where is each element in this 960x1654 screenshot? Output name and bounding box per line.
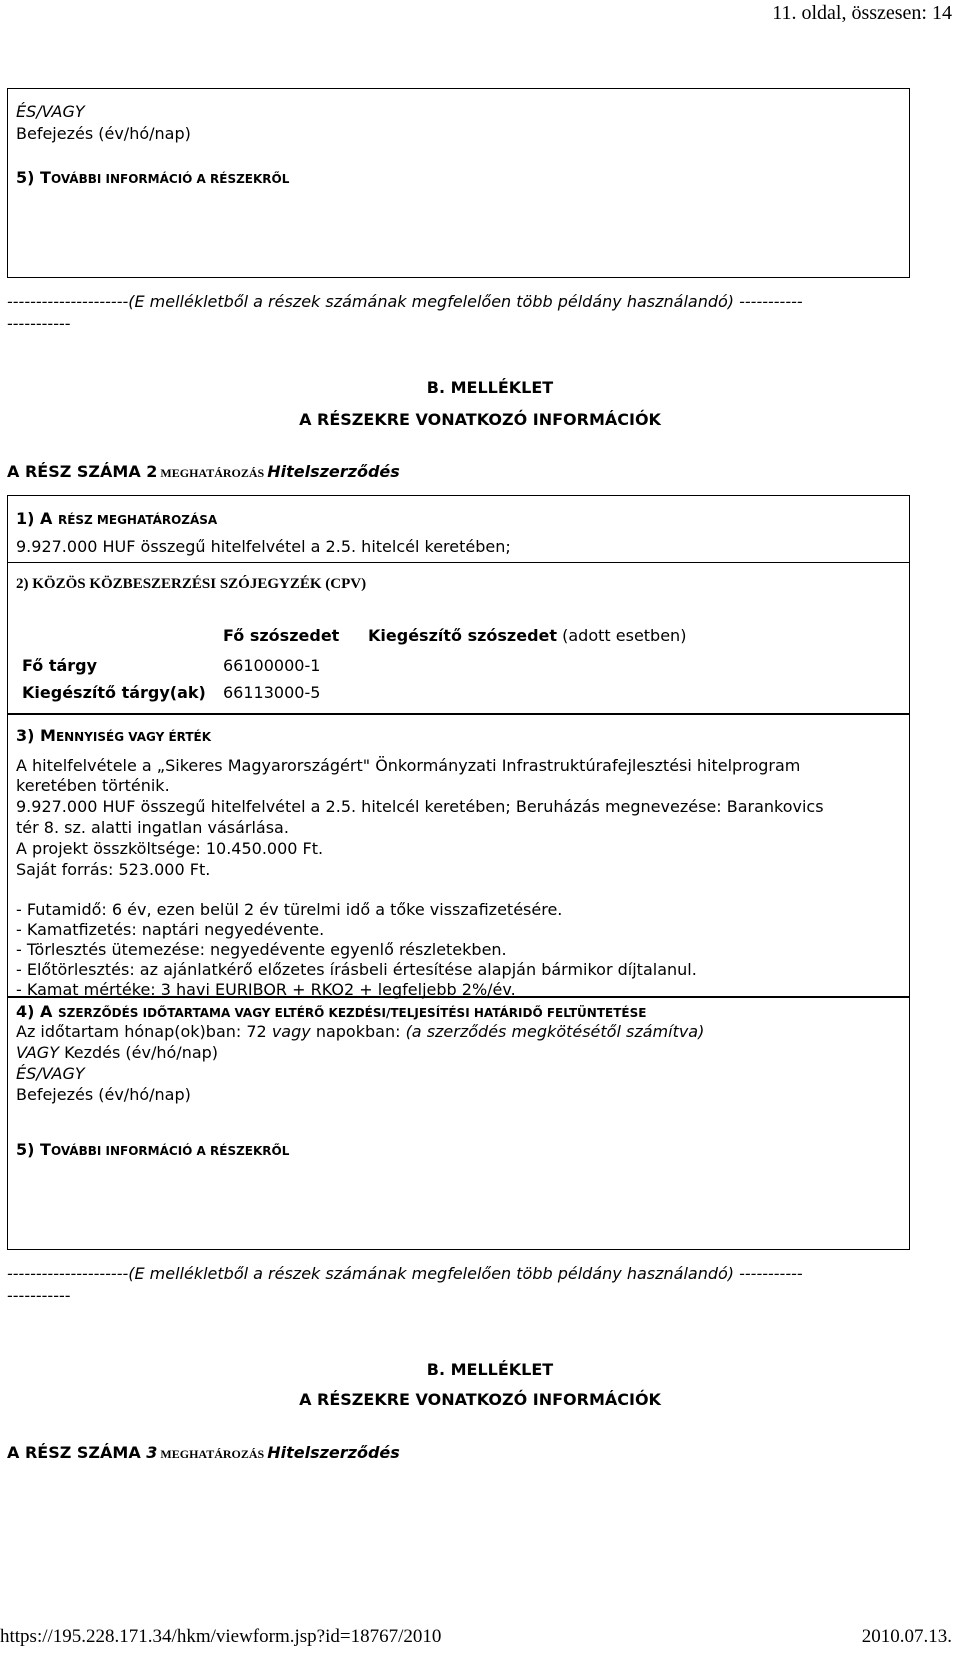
page-number-label: 11. oldal, összesen: 14 [772,2,952,24]
item3-line: 9.927.000 HUF összegű hitelfelvétel a 2.5. hitelcél keretében; Beruházás megnevezése: Barankovics [16,797,824,816]
separator-line: ---------------------(E mellékletből a részek számának megfelelően több példány használandó) ----------- [7,1264,803,1283]
cpv-row-main-value: 66100000-1 [223,656,321,675]
annex-subtitle: A RÉSZEKRE VONATKOZÓ INFORMÁCIÓK [299,1390,661,1409]
separator-line-cont: ----------- [7,1286,71,1305]
terms-list-item: - Kamatfizetés: naptári negyedévente. [16,920,325,939]
terms-list-item: - Előtörlesztés: az ajánlatkérő előzetes írásbeli értesítése alapján bármikor díjtalanul. [16,960,697,979]
annex-title: B. MELLÉKLET [426,378,554,397]
separator-line: ---------------------(E mellékletből a részek számának megfelelően több példány használandó) ----------- [7,292,803,311]
cpv-row-supplement-label: Kiegészítő tárgy(ak) [22,683,206,702]
item4-befejezes: Befejezés (év/hó/nap) [16,1085,191,1104]
item4-duration-line: Az időtartam hónap(ok)ban: 72 vagy napokban: (a szerződés megkötésétől számítva) [16,1022,705,1041]
es-vagy-text: ÉS/VAGY [16,102,85,121]
cpv-col-supplement-header: Kiegészítő szószedet (adott esetben) [368,626,687,645]
terms-list-item: - Kamat mértéke: 3 havi EURIBOR + RKO2 + legfeljebb 2%/év. [16,980,516,999]
item4-es-vagy: ÉS/VAGY [16,1064,85,1083]
item4-heading: 4) A SZERZŐDÉS IDŐTARTAMA VAGY ELTÉRŐ KEZDÉSI/TELJESÍTÉSI HATÁRIDŐ FELTÜNTETÉSE [16,1002,647,1021]
cpv-row-supplement-value: 66113000-5 [223,683,321,702]
item5-heading: 5) TOVÁBBI INFORMÁCIÓ A RÉSZEKRŐL [16,168,290,187]
item1-text: 9.927.000 HUF összegű hitelfelvétel a 2.5. hitelcél keretében; [16,537,511,556]
item2-heading: 2) KÖZÖS KÖZBESZERZÉSI SZÓJEGYZÉK (CPV) [16,576,367,592]
separator-line-cont: ----------- [7,314,71,333]
terms-list-item: - Törlesztés ütemezése: negyedévente egyenlő részletekben. [16,940,507,959]
footer-url: https://195.228.171.34/hkm/viewform.jsp?id=18767/2010 [0,1626,442,1647]
item1-heading: 1) A RÉSZ MEGHATÁROZÁSA [16,509,218,528]
item3-line: A hitelfelvétele a „Sikeres Magyarországért" Önkormányzati Infrastruktúrafejlesztési hitelprogram [16,756,801,775]
item4-start-line: VAGY Kezdés (év/hó/nap) [16,1043,219,1062]
item3-line: keretében történik. [16,776,170,795]
item3-line: tér 8. sz. alatti ingatlan vásárlása. [16,818,289,837]
terms-list-item: - Futamidő: 6 év, ezen belül 2 év türelmi idő a tőke visszafizetésére. [16,900,563,919]
divider [7,562,910,563]
annex-subtitle: A RÉSZEKRE VONATKOZÓ INFORMÁCIÓK [299,410,661,429]
part-number-label: A RÉSZ SZÁMA 2 MEGHATÁROZÁS Hitelszerződés [7,462,400,481]
annex-title: B. MELLÉKLET [426,1360,554,1379]
cpv-row-main-label: Fő tárgy [22,656,98,675]
cpv-col-main-header: Fő szószedet [223,626,340,645]
part-number-label: A RÉSZ SZÁMA 3 MEGHATÁROZÁS Hitelszerződés [7,1443,400,1462]
befejezes-text: Befejezés (év/hó/nap) [16,124,191,143]
item3-line: A projekt összköltsége: 10.450.000 Ft. [16,839,324,858]
footer-date: 2010.07.13. [861,1626,952,1647]
item3-line: Saját forrás: 523.000 Ft. [16,860,211,879]
item3-heading: 3) MENNYISÉG VAGY ÉRTÉK [16,726,212,745]
item5-heading: 5) TOVÁBBI INFORMÁCIÓ A RÉSZEKRŐL [16,1140,290,1159]
